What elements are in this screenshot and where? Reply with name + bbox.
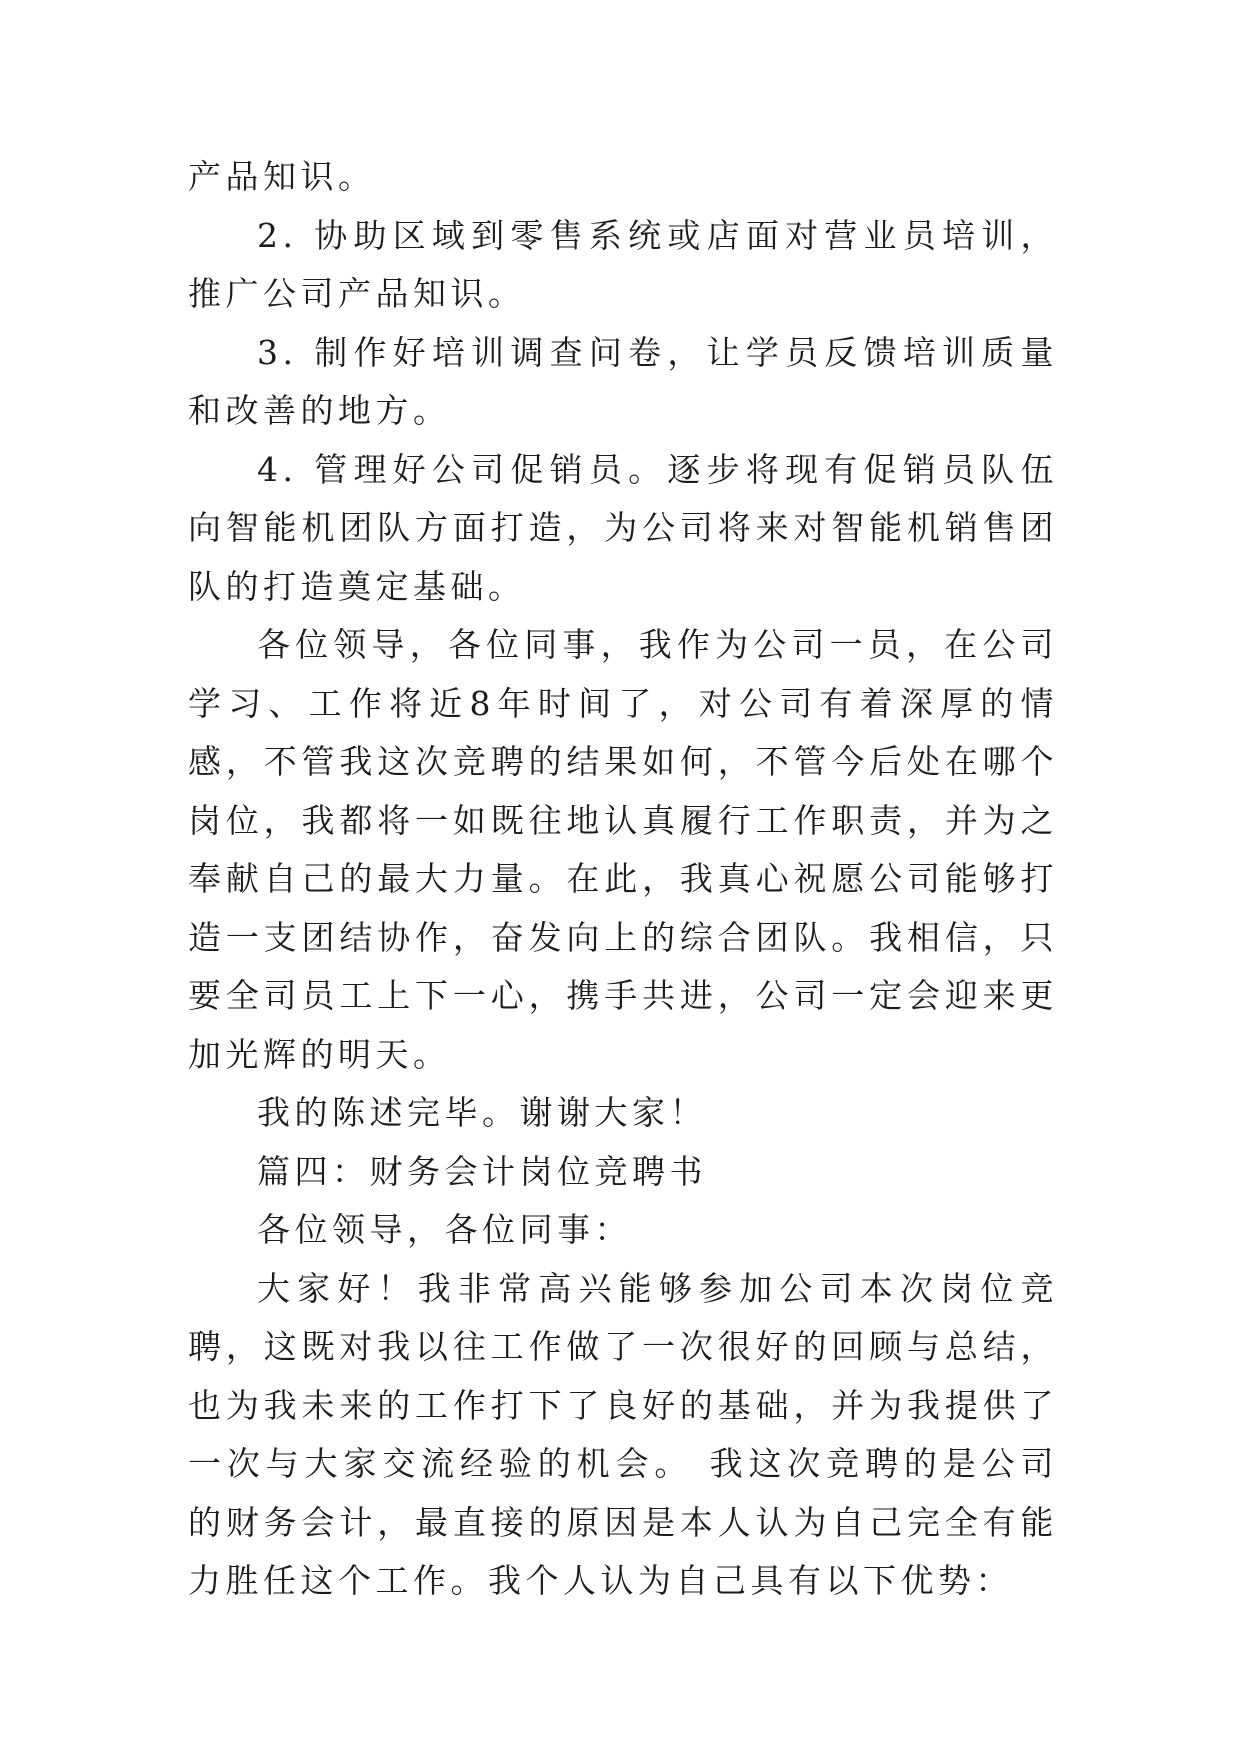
paragraph-item-3: 3. 制作好培训调查问卷，让学员反馈培训质量和改善的地方。 [188, 332, 1058, 430]
paragraph-product-knowledge: 产品知识。 [188, 157, 376, 196]
section-heading: 篇四：财务会计岗位竞聘书 [257, 1151, 707, 1191]
paragraph-item-2: 2. 协助区域到零售系统或店面对营业员培训，推广公司产品知识。 [188, 215, 1058, 313]
document-body [188, 148, 1058, 1611]
paragraph-introduction: 大家好！我非常高兴能够参加公司本次岗位竞聘，这既对我以往工作做了一次很好的回顾与总结，也为我未来的工作打下了良好的基础，并为我提供了一次与大家交流经验的机会。 我这次竞聘的是公司的财务会计，最直接的原因是本人认为自己完全有能力胜任这个工作。我个人认为自己具有以下优势： [188, 1268, 1058, 1600]
paragraph-salutation: 各位领导，各位同事： [257, 1210, 632, 1249]
paragraph-thanks: 我的陈述完毕。谢谢大家！ [257, 1093, 707, 1132]
paragraph-closing-remarks: 各位领导，各位同事，我作为公司一员，在公司学习、工作将近8年时间了，对公司有着深厚的情感，不管我这次竞聘的结果如何，不管今后处在哪个岗位，我都将一如既往地认真履行工作职责，并为之奉献自己的最大力量。在此，我真心祝愿公司能够打造一支团结协作，奋发向上的综合团队。我相信，只要全司员工上下一心，携手共进，公司一定会迎来更加光辉的明天。 [188, 625, 1058, 1074]
paragraph-item-4: 4. 管理好公司促销员。逐步将现有促销员队伍向智能机团队方面打造，为公司将来对智能机销售团队的打造奠定基础。 [188, 449, 1058, 606]
